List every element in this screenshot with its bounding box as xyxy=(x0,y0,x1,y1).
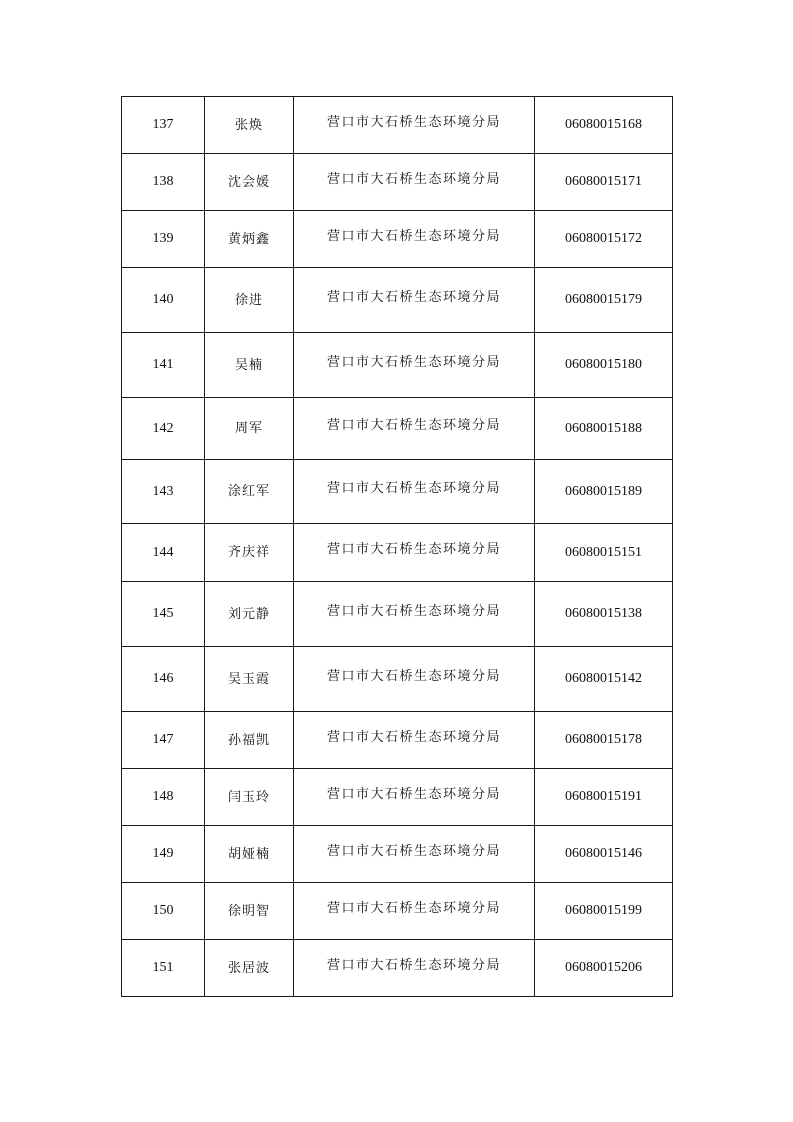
work-unit-cell xyxy=(294,647,535,712)
certificate-number-cell: 06080015168 xyxy=(535,97,673,154)
table-row xyxy=(122,398,673,460)
person-name-cell: 黄炳鑫 xyxy=(205,211,294,268)
work-unit-cell xyxy=(294,333,535,398)
work-unit-cell xyxy=(294,398,535,460)
table-row xyxy=(122,524,673,582)
work-unit-cell xyxy=(294,769,535,826)
row-number-cell: 142 xyxy=(122,398,205,460)
work-unit-text: 营口市大石桥生态环境分局 xyxy=(326,957,501,973)
work-unit-cell xyxy=(294,524,535,582)
certificate-number-cell: 06080015151 xyxy=(535,524,673,582)
person-name-cell: 张居波 xyxy=(205,940,294,997)
work-unit-text: 营口市大石桥生态环境分局 xyxy=(326,354,501,370)
table-row xyxy=(122,769,673,826)
table-row xyxy=(122,826,673,883)
table-row xyxy=(122,647,673,712)
work-unit-text: 营口市大石桥生态环境分局 xyxy=(326,289,501,305)
person-name-cell: 涂红军 xyxy=(205,460,294,524)
row-number-cell: 148 xyxy=(122,769,205,826)
table-row xyxy=(122,460,673,524)
certificate-number-cell: 06080015180 xyxy=(535,333,673,398)
work-unit-cell xyxy=(294,460,535,524)
work-unit-text: 营口市大石桥生态环境分局 xyxy=(326,418,501,433)
work-unit-text: 营口市大石桥生态环境分局 xyxy=(326,786,501,802)
work-unit-text: 营口市大石桥生态环境分局 xyxy=(326,114,501,130)
work-unit-text: 营口市大石桥生态环境分局 xyxy=(326,603,501,619)
person-name-cell: 闫玉玲 xyxy=(205,769,294,826)
work-unit-text: 营口市大石桥生态环境分局 xyxy=(326,843,501,859)
person-name-cell: 周军 xyxy=(205,398,294,460)
work-unit-text: 营口市大石桥生态环境分局 xyxy=(326,542,501,557)
row-number-cell: 139 xyxy=(122,211,205,268)
work-unit-text: 营口市大石桥生态环境分局 xyxy=(326,900,501,916)
row-number-cell: 140 xyxy=(122,268,205,333)
certificate-number-cell: 06080015171 xyxy=(535,154,673,211)
certificate-number-cell: 06080015189 xyxy=(535,460,673,524)
work-unit-cell xyxy=(294,712,535,769)
person-name-cell: 孙福凯 xyxy=(205,712,294,769)
row-number-cell: 144 xyxy=(122,524,205,582)
person-name-cell: 徐进 xyxy=(205,268,294,333)
table-row xyxy=(122,883,673,940)
person-name-cell: 胡娅楠 xyxy=(205,826,294,883)
roster-table-body xyxy=(122,97,673,997)
certificate-number-cell: 06080015146 xyxy=(535,826,673,883)
work-unit-text: 营口市大石桥生态环境分局 xyxy=(326,668,501,684)
table-row xyxy=(122,97,673,154)
row-number-cell: 150 xyxy=(122,883,205,940)
work-unit-text: 营口市大石桥生态环境分局 xyxy=(326,729,501,745)
row-number-cell: 147 xyxy=(122,712,205,769)
person-name-cell: 吴楠 xyxy=(205,333,294,398)
certificate-number-cell: 06080015179 xyxy=(535,268,673,333)
certificate-number-cell: 06080015199 xyxy=(535,883,673,940)
table-row xyxy=(122,211,673,268)
person-name-cell: 刘元静 xyxy=(205,582,294,647)
work-unit-cell xyxy=(294,940,535,997)
person-name-cell: 徐明智 xyxy=(205,883,294,940)
work-unit-cell xyxy=(294,582,535,647)
person-name-cell: 齐庆祥 xyxy=(205,524,294,582)
row-number-cell: 146 xyxy=(122,647,205,712)
row-number-cell: 137 xyxy=(122,97,205,154)
row-number-cell: 151 xyxy=(122,940,205,997)
row-number-cell: 143 xyxy=(122,460,205,524)
certificate-number-cell: 06080015206 xyxy=(535,940,673,997)
work-unit-text: 营口市大石桥生态环境分局 xyxy=(326,171,501,187)
certificate-number-cell: 06080015138 xyxy=(535,582,673,647)
work-unit-cell xyxy=(294,154,535,211)
row-number-cell: 145 xyxy=(122,582,205,647)
person-name-cell: 吴玉霞 xyxy=(205,647,294,712)
certificate-number-cell: 06080015142 xyxy=(535,647,673,712)
table-row xyxy=(122,582,673,647)
table-row xyxy=(122,333,673,398)
table-row xyxy=(122,154,673,211)
certificate-number-cell: 06080015191 xyxy=(535,769,673,826)
person-name-cell: 沈会媛 xyxy=(205,154,294,211)
work-unit-cell xyxy=(294,97,535,154)
row-number-cell: 149 xyxy=(122,826,205,883)
table-row xyxy=(122,268,673,333)
roster-table xyxy=(121,96,673,997)
work-unit-cell xyxy=(294,826,535,883)
work-unit-cell xyxy=(294,211,535,268)
table-row xyxy=(122,940,673,997)
work-unit-text: 营口市大石桥生态环境分局 xyxy=(326,228,501,244)
certificate-number-cell: 06080015188 xyxy=(535,398,673,460)
certificate-number-cell: 06080015178 xyxy=(535,712,673,769)
row-number-cell: 138 xyxy=(122,154,205,211)
row-number-cell: 141 xyxy=(122,333,205,398)
person-name-cell: 张焕 xyxy=(205,97,294,154)
work-unit-cell xyxy=(294,268,535,333)
work-unit-text: 营口市大石桥生态环境分局 xyxy=(326,481,501,496)
work-unit-cell xyxy=(294,883,535,940)
certificate-number-cell: 06080015172 xyxy=(535,211,673,268)
table-row xyxy=(122,712,673,769)
